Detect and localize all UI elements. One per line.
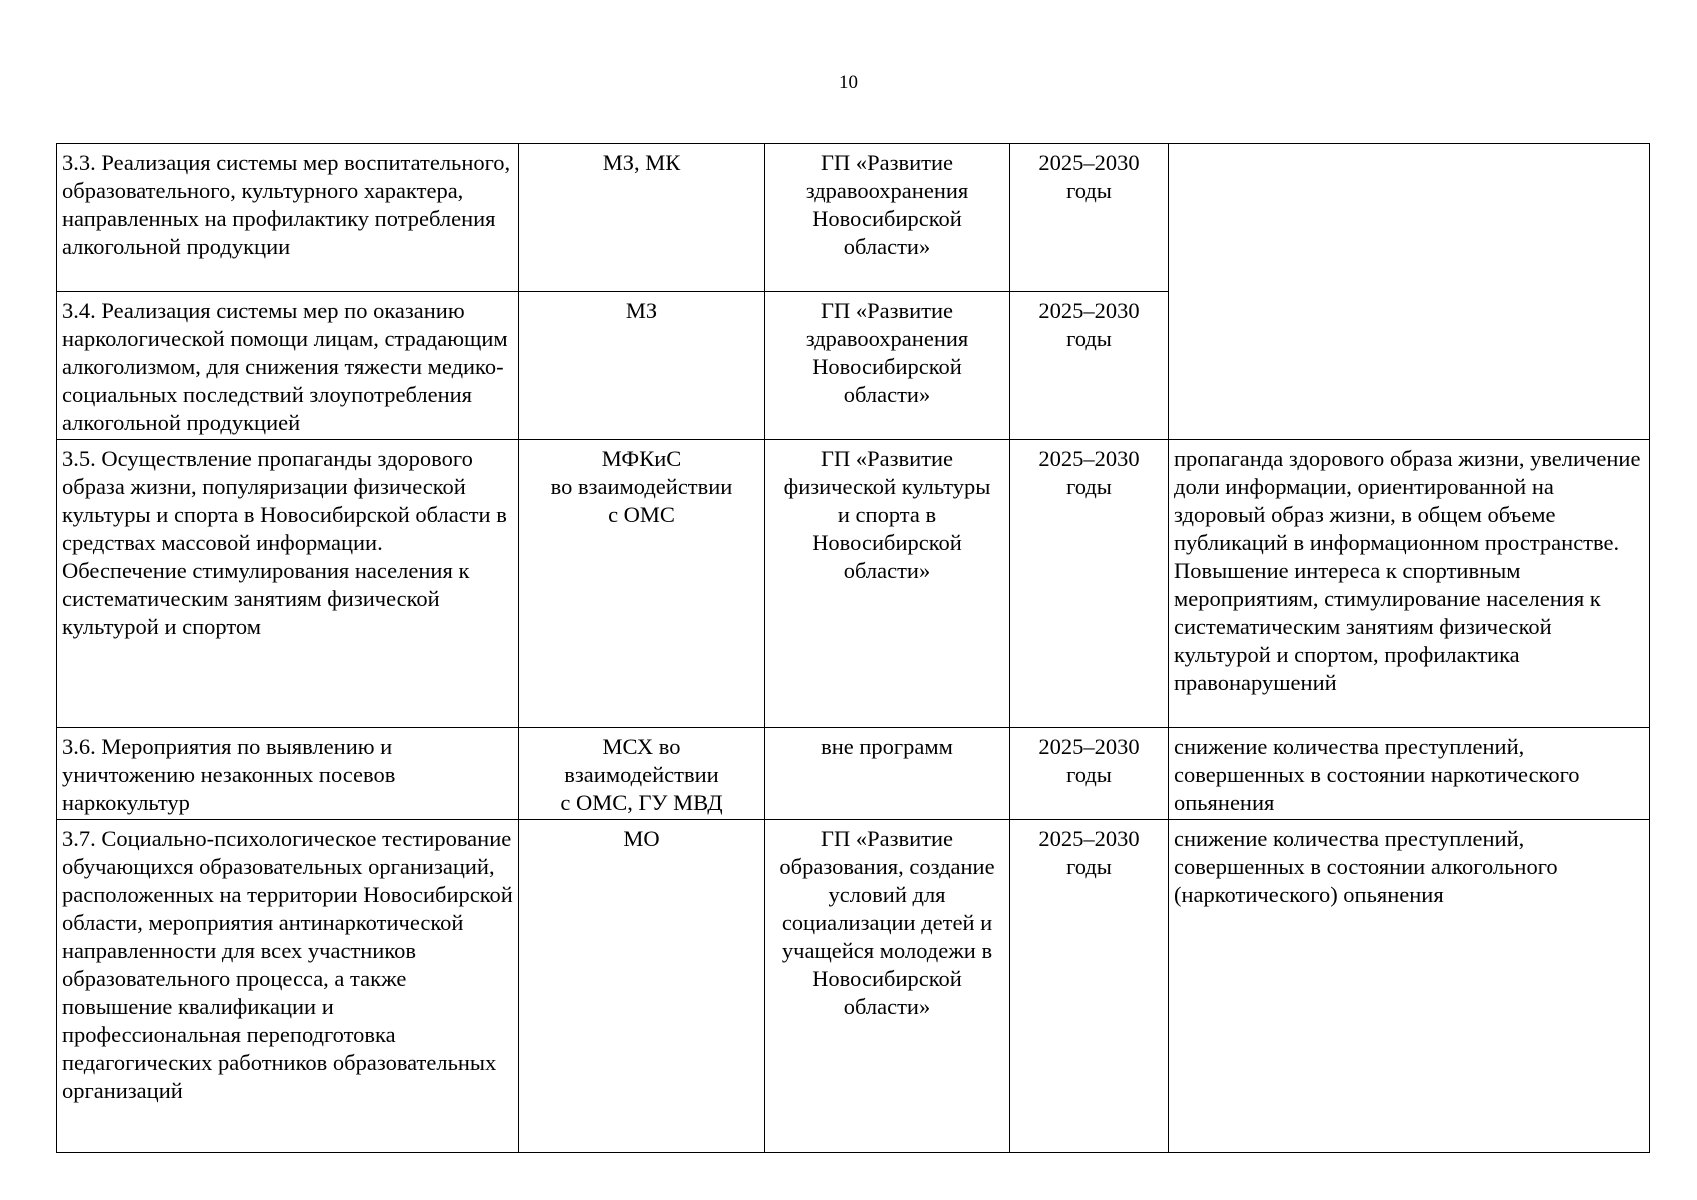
program-cell: ГП «Развитие здравоохранения Новосибирской области» — [765, 292, 1010, 440]
action-cell: 3.6. Мероприятия по выявлению и уничтожению незаконных посевов наркокультур — [57, 728, 519, 820]
period-cell: 2025–2030 годы — [1010, 292, 1169, 440]
table-row — [57, 440, 1650, 728]
executor-cell: МО — [519, 820, 765, 1153]
program-cell: ГП «Развитие здравоохранения Новосибирской области» — [765, 144, 1010, 292]
result-cell — [1169, 144, 1650, 440]
program-cell: ГП «Развитие образования, создание условий для социализации детей и учащейся молодежи в Новосибирской области» — [765, 820, 1010, 1153]
page-number: 10 — [839, 72, 858, 93]
result-cell: снижение количества преступлений, совершенных в состоянии алкогольного (наркотического) опьянения — [1169, 820, 1650, 1153]
program-cell: ГП «Развитие физической культуры и спорта в Новосибирской области» — [765, 440, 1010, 728]
period-cell: 2025–2030 годы — [1010, 820, 1169, 1153]
executor-cell: МЗ — [519, 292, 765, 440]
executor-cell: МЗ, МК — [519, 144, 765, 292]
measures-table — [56, 143, 1650, 1153]
action-cell: 3.7. Социально-психологическое тестирование обучающихся образовательных организаций, расположенных на территории Новосибирской области, мероприятия антинаркотической направленности для всех участников образовательного процесса, а также повышение квалификации и профессиональная переподготовка педагогических работников образовательных организаций — [57, 820, 519, 1153]
table-row — [57, 820, 1650, 1153]
action-cell: 3.4. Реализация системы мер по оказанию наркологической помощи лицам, страдающим алкоголизмом, для снижения тяжести медико-социальных последствий злоупотребления алкогольной продукцией — [57, 292, 519, 440]
table-row — [57, 728, 1650, 820]
result-cell: снижение количества преступлений, совершенных в состоянии наркотического опьянения — [1169, 728, 1650, 820]
period-cell: 2025–2030 годы — [1010, 144, 1169, 292]
result-cell: пропаганда здорового образа жизни, увеличение доли информации, ориентированной на здоровый образ жизни, в общем объеме публикаций в информационном пространстве. Повышение интереса к спортивным мероприятиям, стимулирование населения к систематическим занятиям физической культурой и спортом, профилактика правонарушений — [1169, 440, 1650, 728]
action-cell: 3.5. Осуществление пропаганды здорового образа жизни, популяризации физической культуры и спорта в Новосибирской области в средствах массовой информации. Обеспечение стимулирования населения к систематическим занятиям физической культурой и спортом — [57, 440, 519, 728]
period-cell: 2025–2030 годы — [1010, 728, 1169, 820]
executor-cell: МФКиС во взаимодействии с ОМС — [519, 440, 765, 728]
program-cell: вне программ — [765, 728, 1010, 820]
table-row — [57, 144, 1650, 292]
action-cell: 3.3. Реализация системы мер воспитательного, образовательного, культурного характера, направленных на профилактику потребления алкогольной продукции — [57, 144, 519, 292]
period-cell: 2025–2030 годы — [1010, 440, 1169, 728]
executor-cell: МСХ во взаимодействии с ОМС, ГУ МВД — [519, 728, 765, 820]
